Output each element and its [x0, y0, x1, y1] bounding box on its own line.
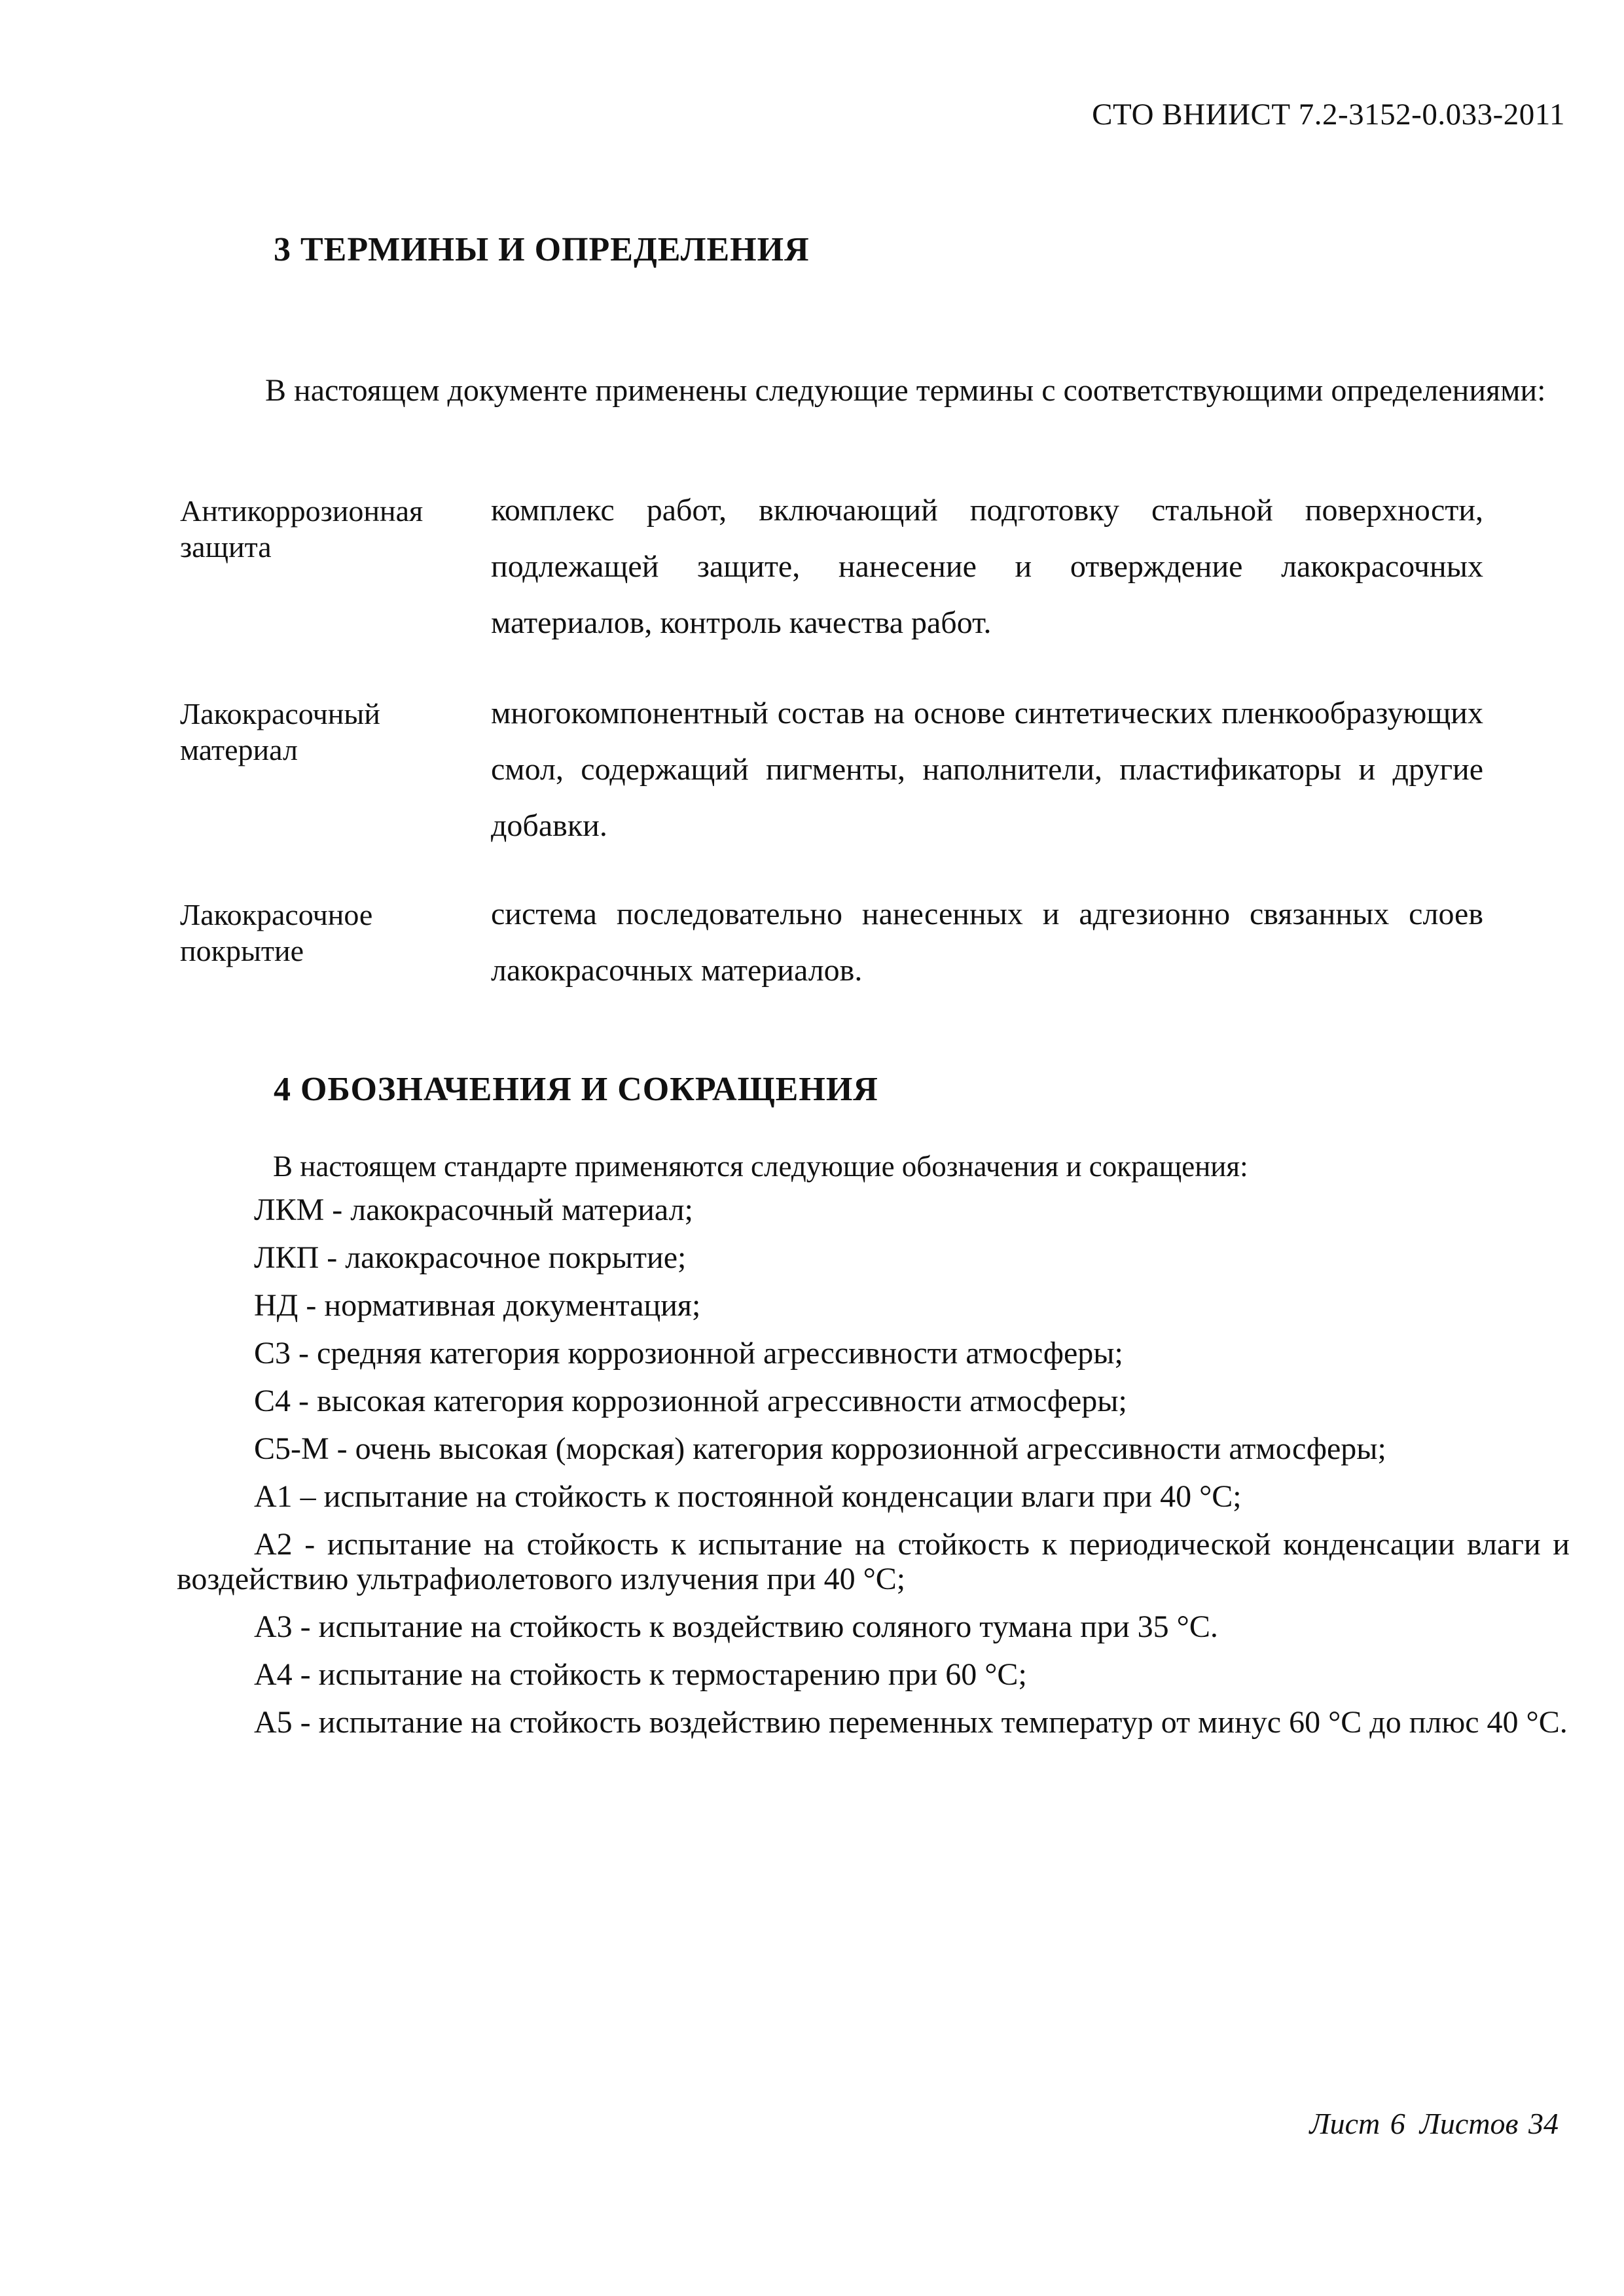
abbreviation-item: А4 - испытание на стойкость к термостарению при 60 °С;	[254, 1657, 1027, 1692]
section-4-title: 4 ОБОЗНАЧЕНИЯ И СОКРАЩЕНИЯ	[274, 1071, 878, 1108]
page-footer	[1309, 2106, 1559, 2141]
abbreviation-item: А3 - испытание на стойкость к воздействию соляного тумана при 35 °С.	[254, 1609, 1218, 1644]
abbreviation-item: А1 – испытание на стойкость к постоянной конденсации влаги при 40 °С;	[254, 1479, 1242, 1514]
abbreviation-item: А5 - испытание на стойкость воздействию переменных температур от минус 60 °С до плюс 40 °С.	[254, 1705, 1568, 1740]
abbreviation-item: А2 - испытание на стойкость к испытание на стойкость к периодической конденсации влаги и воздействию ультрафиолетового излучения при 40 °С;	[177, 1527, 1570, 1596]
definition-2: многокомпонентный состав на основе синтетических пленкообразующих смол, содержащий пигменты, наполнители, пластификаторы и другие добавки.	[491, 696, 1483, 843]
section-3-intro: В настоящем документе применены следующие термины с соответствующими определениями:	[265, 373, 1546, 408]
abbreviation-list	[177, 1193, 1570, 1753]
definition-1: комплекс работ, включающий подготовку стальной поверхности, подлежащей защите, нанесение и отверждение лакокрасочных материалов, контроль качества работ.	[491, 493, 1483, 640]
section-3-title: 3 ТЕРМИНЫ И ОПРЕДЕЛЕНИЯ	[274, 231, 810, 268]
sheet-number: Лист 6	[1309, 2107, 1405, 2140]
abbreviation-item: ЛКМ - лакокрасочный материал;	[254, 1193, 693, 1227]
term-1: Антикоррозионная защита	[180, 494, 424, 564]
abbreviation-item: С5-М - очень высокая (морская) категория коррозионной агрессивности атмосферы;	[254, 1431, 1386, 1466]
abbreviation-item: С3 - средняя категория коррозионной агрессивности атмосферы;	[254, 1336, 1123, 1371]
document-code: СТО ВНИИСТ 7.2-3152-0.033-2011	[1092, 98, 1565, 132]
section-4-intro: В настоящем стандарте применяются следующие обозначения и сокращения:	[273, 1150, 1248, 1183]
abbreviation-item: С4 - высокая категория коррозионной агрессивности атмосферы;	[254, 1384, 1127, 1418]
term-3: Лакокрасочное покрытие	[180, 898, 373, 967]
sheets-total: Листов 34	[1419, 2107, 1559, 2140]
abbreviation-item: НД - нормативная документация;	[254, 1288, 701, 1323]
definition-3: система последовательно нанесенных и адгезионно связанных слоев лакокрасочных материалов.	[491, 897, 1483, 988]
abbreviation-item: ЛКП - лакокрасочное покрытие;	[254, 1240, 687, 1275]
term-2: Лакокрасочный материал	[180, 697, 380, 766]
